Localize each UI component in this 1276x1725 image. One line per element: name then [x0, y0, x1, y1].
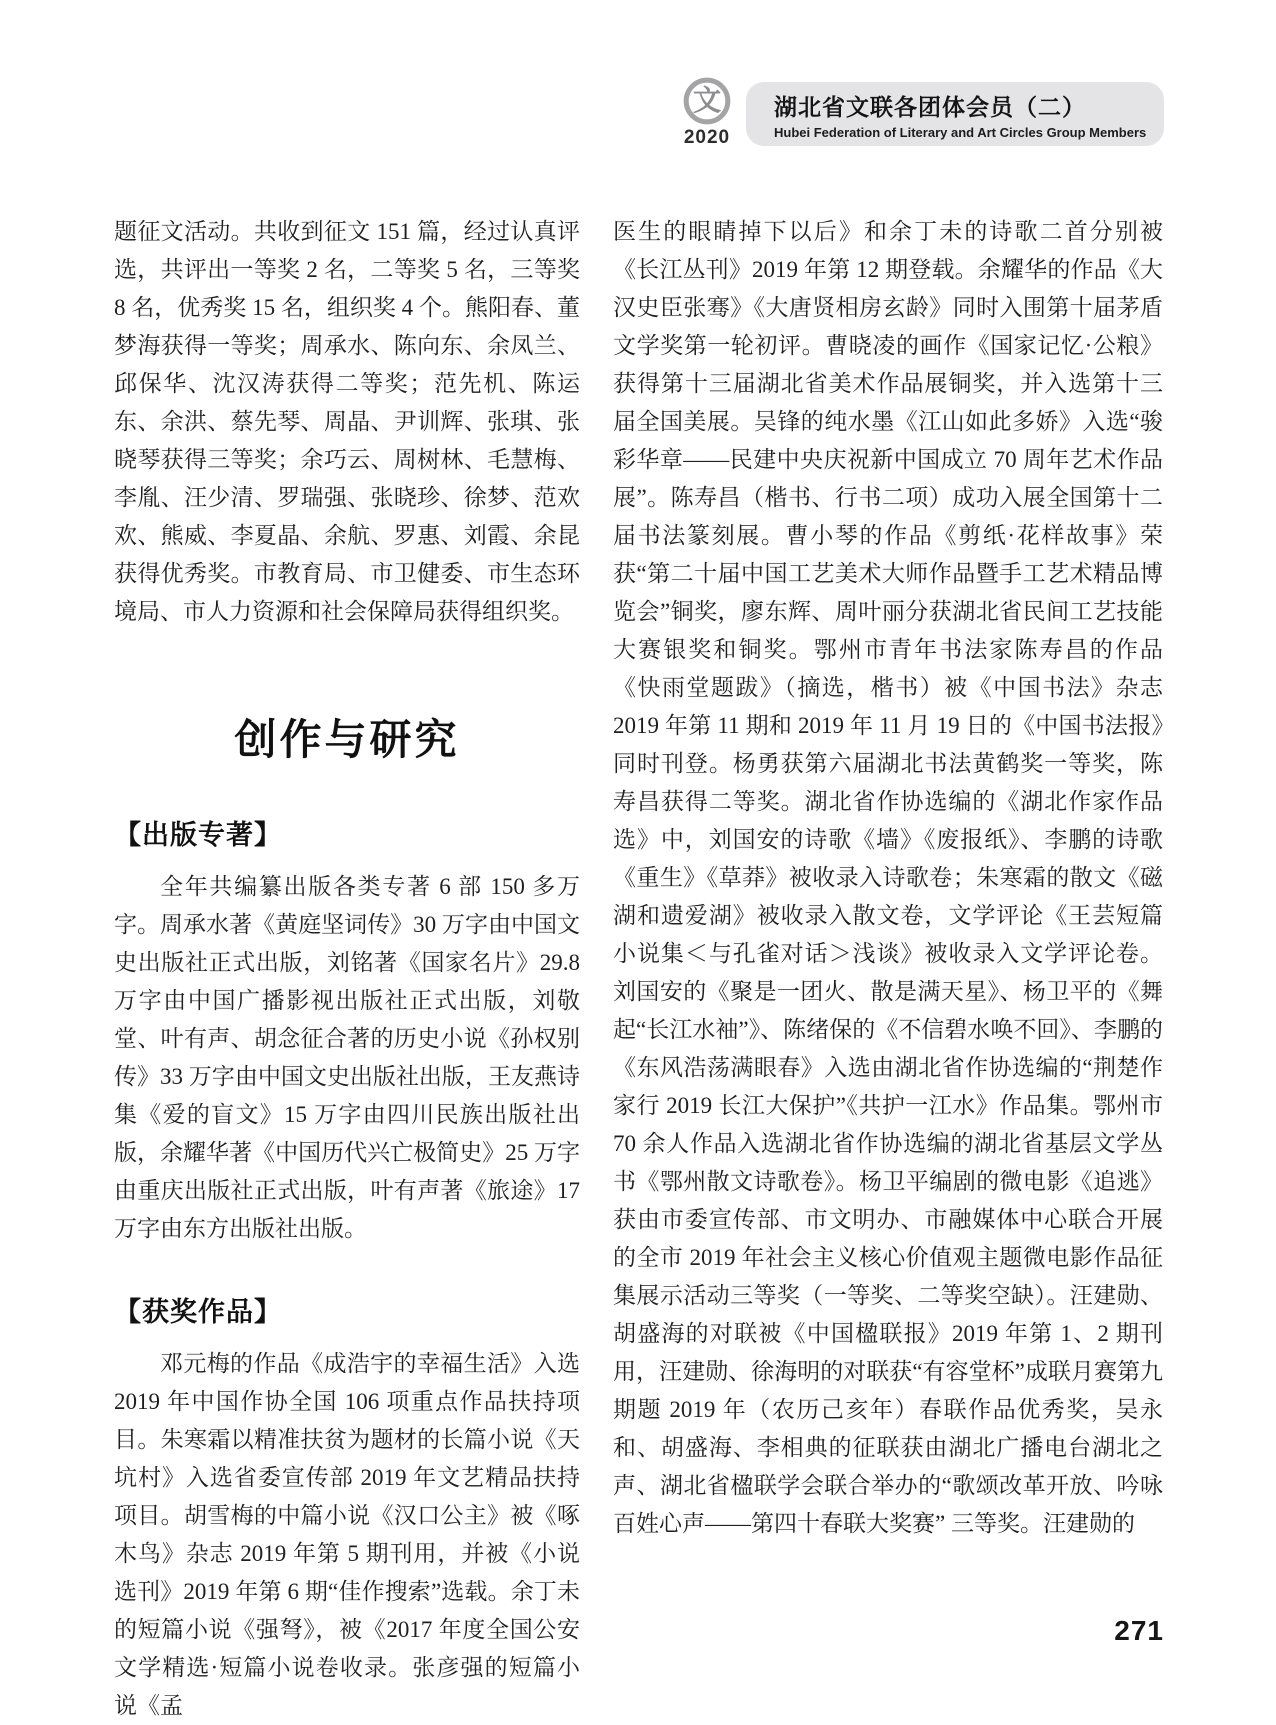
header-title-cn: 湖北省文联各团体会员（二） [774, 93, 1086, 120]
right-column-paragraph: 医生的眼睛掉下以后》和余丁未的诗歌二首分别被《长江丛刊》2019 年第 12 期登载。余耀华的作品《大汉史臣张骞》《大唐贤相房玄龄》同时入围第十届茅盾文学奖第一轮初评。曹晓凌的画作《国家记忆·公粮》获得第十三届湖北省美术作品展铜奖，并入选第十三届全国美展。吴锋的纯水墨《江山如此多娇》入选“骏彩华章——民建中央庆祝新中国成立 70 周年艺术作品展”。陈寿昌（楷书、行书二项）成功入展全国第十二届书法篆刻展。曹小琴的作品《剪纸·花样故事》荣获“第二十届中国工艺美术大师作品暨手工艺术精品博览会”铜奖，廖东辉、周叶丽分获湖北省民间工艺技能大赛银奖和铜奖。鄂州市青年书法家陈寿昌的作品《快雨堂题跋》（摘选，楷书）被《中国书法》杂志 2019 年第 11 期和 2019 年 11 月 19 日的《中国书法报》同时刊登。杨勇获第六届湖北书法黄鹤奖一等奖，陈寿昌获得二等奖。湖北省作协选编的《湖北作家作品选》中，刘国安的诗歌《墙》《废报纸》、李鹏的诗歌《重生》《草莽》被收录入诗歌卷；朱寒霜的散文《磁湖和遗爱湖》被收录入散文卷，文学评论《王芸短篇小说集＜与孔雀对话＞浅谈》被收录入文学评论卷。刘国安的《聚是一团火、散是满天星》、杨卫平的《舞起“长江水袖”》、陈绪保的《不信碧水唤不回》、李鹏的《东风浩荡满眼春》入选由湖北省作协选编的“荆楚作家行 2019 长江大保护”《共护一江水》作品集。鄂州市 70 余人作品入选湖北省作协选编的湖北省基层文学丛书《鄂州散文诗歌卷》。杨卫平编剧的微电影《追逃》获由市委宣传部、市文明办、市融媒体中心联合开展的全市 2019 年社会主义核心价值观主题微电影作品征集展示活动三等奖（一等奖、二等奖空缺）。汪建勋、胡盛海的对联被《中国楹联报》2019 年第 1、2 期刊用，汪建勋、徐海明的对联获“有容堂杯”成联月赛第九期题 2019 年（农历己亥年）春联作品优秀奖，吴永和、胡盛海、李相典的征联获由湖北广播电台湖北之声、湖北省楹联学会联合举办的“歌颂改革开放、吟咏百姓心声——第四十春联大奖赛” 三等奖。汪建勋的 [613, 219, 1164, 1536]
header-banner [746, 82, 1164, 146]
chapter-title: 创作与研究 [234, 716, 460, 763]
continuation-paragraph: 题征文活动。共收到征文 151 篇，经过认真评选，共评出一等奖 2 名，二等奖 5 名，三等奖 8 名，优秀奖 15 名，组织奖 4 个。熊阳春、董梦海获得一等奖；周承水、陈向东、余凤兰、邱保华、沈汉涛获得二等奖；范先机、陈运东、余洪、蔡先琴、周晶、尹训辉、张琪、张晓琴获得三等奖；余巧云、周树林、毛慧梅、李胤、汪少清、罗瑞强、张晓珍、徐梦、范欢欢、熊威、李夏晶、余航、罗惠、刘霞、余昆获得优秀奖。市教育局、市卫健委、市生态环境局、市人力资源和社会保障局获得组织奖。 [114, 219, 580, 624]
publications-paragraph: 全年共编纂出版各类专著 6 部 150 多万字。周承水著《黄庭坚词传》30 万字由中国文史出版社正式出版，刘铭著《国家名片》29.8 万字由中国广播影视出版社正式出版，刘敬堂、叶有声、胡念征合著的历史小说《孙权别传》33 万字由中国文史出版社出版，王友燕诗集《爱的盲文》15 万字由四川民族出版社出版，余耀华著《中国历代兴亡极简史》25 万字由重庆出版社正式出版，叶有声著《旅途》17 万字由东方出版社出版。 [114, 874, 580, 1241]
logo-year-label: 2020 [683, 127, 731, 148]
awards-paragraph: 邓元梅的作品《成浩宇的幸福生活》入选 2019 年中国作协全国 106 项重点作品扶持项目。朱寒霜以精准扶贫为题材的长篇小说《天坑村》入选省委宣传部 2019 年文艺精品扶持项目。胡雪梅的中篇小说《汉口公主》被《啄木鸟》杂志 2019 年第 5 期刊用，并被《小说选刊》2019 年第 6 期“佳作搜索”选载。余丁未的短篇小说《强弩》，被《2017 年度全国公安文学精选·短篇小说卷收录。张彦强的短篇小说《孟 [114, 1351, 580, 1718]
logo-group [674, 76, 740, 149]
page-content [114, 213, 1163, 1725]
left-column [114, 213, 580, 1725]
right-column [613, 213, 1163, 1725]
section-heading-publications: 【出版专著】 [114, 820, 282, 850]
section-heading-awards: 【获奖作品】 [114, 1297, 282, 1327]
federation-logo-icon [682, 76, 732, 126]
page-number: 271 [1114, 1615, 1164, 1646]
svg-text:文: 文 [692, 85, 722, 118]
header-title-en: Hubei Federation of Literary and Art Circles Group Members [774, 124, 1147, 140]
